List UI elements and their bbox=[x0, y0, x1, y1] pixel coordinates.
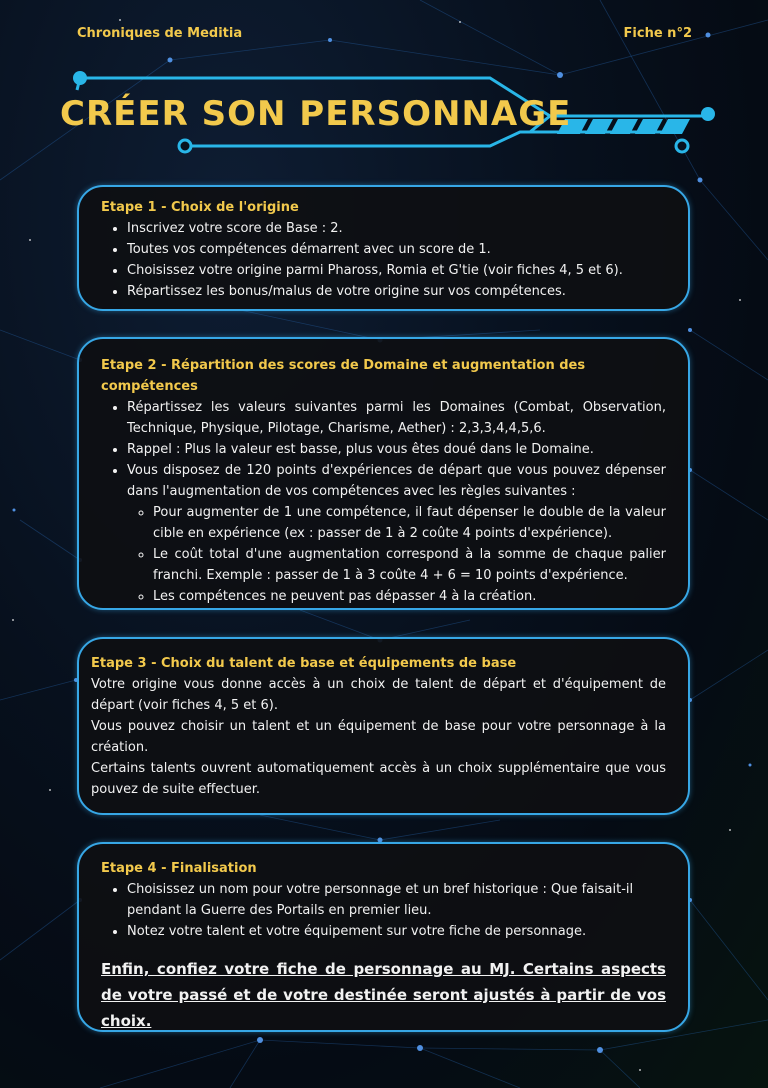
list-item: • Répartissez les valeurs suivantes parmi les Domaines (Combat, Observation, Technique, Physique, Pilotage, Charisme, Aether) : 2,3,3,4,4,5,6. bbox=[127, 397, 666, 439]
sub-list-item: ◦ Les compétences ne peuvent pas dépasser 4 à la création. bbox=[153, 586, 666, 607]
list-item: • Choisissez votre origine parmi Phaross, Romia et G'tie (voir fiches 4, 5 et 6). bbox=[127, 260, 666, 281]
step-2-sublist bbox=[127, 502, 666, 607]
list-item-text: Vous disposez de 120 points d'expériences de départ que vous pouvez dépenser dans l'augmentation de vos compétences avec les règles suivantes : bbox=[127, 463, 666, 499]
page-title: CRÉER SON PERSONNAGE bbox=[60, 94, 572, 134]
book-title: Chroniques de Meditia bbox=[77, 26, 243, 41]
list-item: • Notez votre talent et votre équipement sur votre fiche de personnage. bbox=[127, 921, 666, 942]
paragraph: Vous pouvez choisir un talent et un équipement de base pour votre personnage à la création. bbox=[91, 719, 666, 755]
step-1-list bbox=[101, 218, 666, 302]
step-2-title: Etape 2 - Répartition des scores de Domaine et augmentation des compétences bbox=[101, 358, 586, 394]
list-item bbox=[127, 460, 666, 607]
step-3-panel bbox=[77, 637, 690, 815]
final-note: Enfin, confiez votre fiche de personnage au MJ. Certains aspects de votre passé et de votre destinée seront ajustés à partir de vos choix. bbox=[101, 960, 666, 1030]
step-4-panel bbox=[77, 842, 690, 1032]
step-2-panel bbox=[77, 337, 690, 610]
step-2-list bbox=[101, 397, 666, 607]
sheet-number: Fiche n°2 bbox=[623, 26, 692, 41]
step-4-title: Etape 4 - Finalisation bbox=[101, 861, 257, 876]
list-item: • Inscrivez votre score de Base : 2. bbox=[127, 218, 666, 239]
sub-list-item: ◦ Le coût total d'une augmentation correspond à la somme de chaque palier franchi. Exemple : passer de 1 à 3 coûte 4 + 6 = 10 points d'expérience. bbox=[153, 544, 666, 586]
list-item: • Rappel : Plus la valeur est basse, plus vous êtes doué dans le Domaine. bbox=[127, 439, 666, 460]
paragraph: Certains talents ouvrent automatiquement accès à un choix supplémentaire que vous pouvez de suite effectuer. bbox=[91, 761, 666, 797]
sub-list-item: ◦ Pour augmenter de 1 une compétence, il faut dépenser le double de la valeur cible en expérience (ex : passer de 1 à 2 coûte 4 points d'expérience). bbox=[153, 502, 666, 544]
list-item: • Toutes vos compétences démarrent avec un score de 1. bbox=[127, 239, 666, 260]
step-1-title: Etape 1 - Choix de l'origine bbox=[101, 200, 299, 215]
step-1-panel bbox=[77, 185, 690, 311]
paragraph: Votre origine vous donne accès à un choix de talent de départ et d'équipement de départ (voir fiches 4, 5 et 6). bbox=[91, 677, 666, 713]
list-item: • Répartissez les bonus/malus de votre origine sur vos compétences. bbox=[127, 281, 666, 302]
list-item: • Choisissez un nom pour votre personnage et un bref historique : Que faisait-il pendant la Guerre des Portails en premier lieu. bbox=[127, 879, 666, 921]
step-4-list bbox=[101, 879, 666, 942]
step-3-title: Etape 3 - Choix du talent de base et équipements de base bbox=[91, 656, 517, 671]
